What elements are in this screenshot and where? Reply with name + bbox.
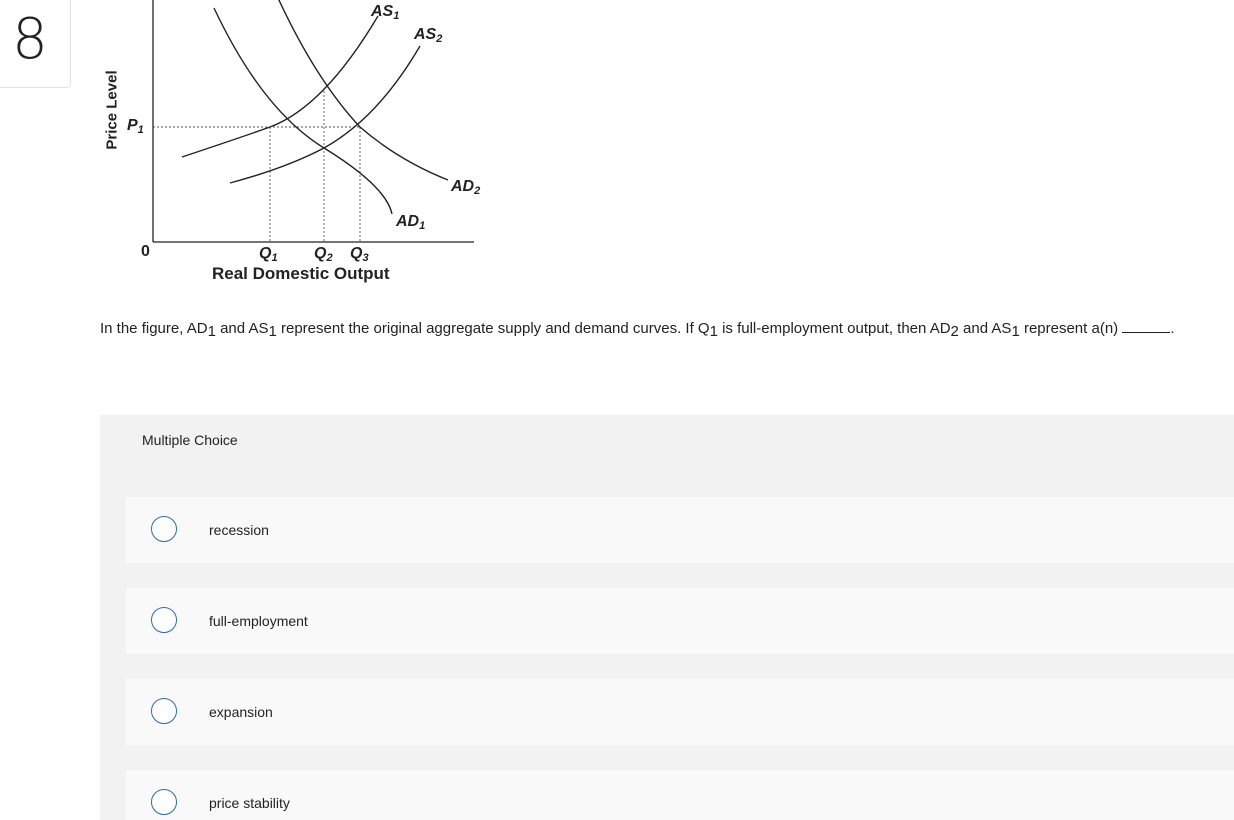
answer-blank	[1122, 320, 1170, 333]
as1-label: $AS_1$	[371, 3, 400, 22]
p1-label: $P_1$	[127, 117, 144, 136]
y-axis-label: Price Level	[103, 70, 121, 150]
q2-label: $Q_2$	[314, 245, 333, 264]
multiple-choice-header: Multiple Choice	[142, 432, 238, 448]
as1-curve	[182, 16, 378, 157]
question-text: In the figure, AD1 and AS1 represent the original aggregate supply and demand curves. If Q1 is full-employment output, then AD2 and AS1 represent a(n) .	[100, 320, 1175, 340]
choice-option[interactable]	[126, 497, 1234, 563]
choice-option[interactable]	[126, 588, 1234, 654]
as2-label: $AS_2$	[414, 26, 443, 45]
choice-option[interactable]	[126, 679, 1234, 745]
choice-option[interactable]	[126, 770, 1234, 820]
ad2-label: $AD_2$	[451, 178, 481, 197]
choice-label: full-employment	[209, 613, 308, 629]
q3-label: $Q_3$	[350, 245, 369, 264]
ad1-label: $AD_1$	[396, 213, 426, 232]
q1-label: $Q_1$	[259, 245, 278, 264]
question-number: 8	[12, 7, 48, 72]
choice-label: recession	[209, 522, 269, 538]
x-axis-label: Real Domestic Output	[212, 264, 390, 283]
origin-label: 0	[141, 243, 150, 260]
choice-label: expansion	[209, 704, 273, 720]
ad1-curve	[214, 8, 392, 214]
multiple-choice-panel	[100, 415, 1234, 820]
radio-button[interactable]	[151, 607, 177, 633]
ad-as-figure	[98, 0, 498, 296]
question-number-box	[0, 0, 71, 88]
choice-label: price stability	[209, 795, 290, 811]
radio-button[interactable]	[151, 789, 177, 815]
radio-button[interactable]	[151, 516, 177, 542]
as2-curve	[230, 46, 420, 183]
radio-button[interactable]	[151, 698, 177, 724]
